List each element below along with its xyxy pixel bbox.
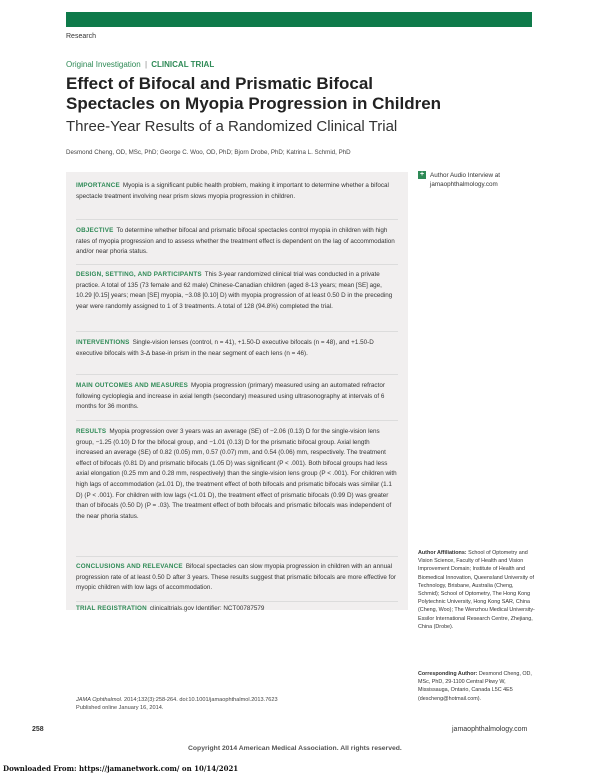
corresponding-heading: Corresponding Author: <box>418 671 478 677</box>
abstract-objective <box>76 226 398 258</box>
objective-text: To determine whether bifocal and prismatic bifocal spectacles control myopia in children with high rates of myopia progression and to assess whether the treatment effect is dependent on the lag of accommodation and/or near phoria status. <box>76 227 395 256</box>
citation-published: Published online January 16, 2014. <box>76 705 164 711</box>
interventions-heading: INTERVENTIONS <box>76 339 130 346</box>
citation-journal: JAMA Ophthalmol. <box>76 697 123 703</box>
author-affiliations <box>418 549 536 631</box>
abstract-box <box>66 172 408 610</box>
abstract-divider <box>76 374 398 375</box>
importance-text: Myopia is a significant public health problem, making it important to determine whether a bifocal spectacle treatment involving near prism slows myopia progression in children. <box>76 182 389 200</box>
registration-heading: TRIAL REGISTRATION <box>76 605 147 612</box>
copyright-notice: Copyright 2014 American Medical Association. All rights reserved. <box>188 745 402 752</box>
abstract-outcomes <box>76 381 398 413</box>
section-label: Research <box>66 33 96 40</box>
abstract-divider <box>76 420 398 421</box>
affiliations-text: School of Optometry and Vision Science, Faculty of Health and Vision Improvement Domain; Institute of Health and Biomedical Innovation, Queensland University of Technology, Brisbane, Australia (Cheng, Schmid); School of Optometry, The Hong Kong Polytechnic University, Hong Kong SAR, China (Cheng, Woo); The Wenzhou Medical University-Essilor International Research Centre, Zhejiang, China (Drobe). <box>418 550 535 630</box>
abstract-divider <box>76 556 398 557</box>
author-list: Desmond Cheng, OD, MSc, PhD; George C. Woo, OD, PhD; Bjorn Drobe, PhD; Katrina L. Schmid, PhD <box>66 149 351 156</box>
plus-icon: + <box>419 171 425 178</box>
affiliations-heading: Author Affiliations: <box>418 550 467 556</box>
journal-url[interactable]: jamaophthalmology.com <box>452 726 528 733</box>
article-type: Original Investigation <box>66 60 141 69</box>
design-text: This 3-year randomized clinical trial was conducted in a private practice. A total of 135 (73 female and 62 male) Chinese-Canadian children (aged 8-13 years; mean [SE] age, 10.29 [0.15] years; mean [SE] myopia, −3.08 [0.10] D) with myopia progression of at least 0.50 D in the preceding year were randomly assigned to 1 of 3 treatments. A total of 128 (94.8%) completed the trial. <box>76 271 393 310</box>
download-stamp: Downloaded From: https://jamanetwork.com/ on 10/14/2021 <box>3 764 239 773</box>
abstract-divider <box>76 601 398 602</box>
conclusions-text: Bifocal spectacles can slow myopia progression in children with an annual progression rate of at least 0.50 D after 3 years. These results suggest that prismatic bifocals are more effective for myopic children with low lags of accommodation. <box>76 563 397 592</box>
outcomes-heading: MAIN OUTCOMES AND MEASURES <box>76 382 189 389</box>
audio-interview-link[interactable] <box>418 171 538 188</box>
abstract-divider <box>76 331 398 332</box>
audio-interview-text: Author Audio Interview at jamaophthalmology.com <box>430 172 501 188</box>
abstract-interventions <box>76 338 398 359</box>
kicker-separator: | <box>144 60 148 69</box>
interventions-text: Single-vision lenses (control, n = 41), +1.50-D executive bifocals (n = 48), and +1.50-D executive bifocals with 3-Δ base-in prism in the near segment of each lens (n = 46). <box>76 339 374 357</box>
page-number: 258 <box>32 726 44 733</box>
objective-heading: OBJECTIVE <box>76 227 114 234</box>
abstract-conclusions <box>76 562 398 594</box>
abstract-importance <box>76 181 398 202</box>
results-heading: RESULTS <box>76 428 107 435</box>
outcomes-text: Myopia progression (primary) measured using an automated refractor following cycloplegia and increase in axial length (secondary) measured using ultrasonography at intervals of 6 months for 36 months. <box>76 382 385 411</box>
results-text: Myopia progression over 3 years was an average (SE) of −2.06 (0.13) D for the single-vision lens group, −1.25 (0.10) D for the bifocal group, and −1.01 (0.13) D for the prismatic bifocal group. Axial length increased an average (SE) of 0.82 (0.05) mm, 0.57 (0.07) mm, and 0.54 (0.06) mm, respectively. The treatment effect of bifocals (0.81 D) and prismatic bifocals (1.05 D) was significant (P < .001). Both bifocal groups had less axial elongation (0.25 mm and 0.28 mm, respectively) than the single-vision lens group (P < .001). For children with high lags of accommodation (≥1.01 D), the treatment effect of both bifocals and prismatic bifocals was similar (1.1 D) (P < .001). For children with low lags (<1.01 D), the treatment effect of prismatic bifocals (0.99 D) was greater than of bifocals (0.50 D) (P = .03). The treatment effect of both bifocals and prismatic bifocals was independent of the near phoria status. <box>76 428 397 520</box>
article-kicker <box>66 60 214 69</box>
article-subtitle: Three-Year Results of a Randomized Clinical Trial <box>66 118 398 135</box>
importance-heading: IMPORTANCE <box>76 182 120 189</box>
conclusions-heading: CONCLUSIONS AND RELEVANCE <box>76 563 183 570</box>
corresponding-author <box>418 670 536 703</box>
abstract-results <box>76 427 398 522</box>
abstract-divider <box>76 219 398 220</box>
citation-ref: 2014;132(3):258-264. doi:10.1001/jamaophthalmol.2013.7623 <box>124 697 278 703</box>
abstract-divider <box>76 264 398 265</box>
article-category: CLINICAL TRIAL <box>151 60 215 69</box>
corresponding-text: Desmond Cheng, OD, MSc, PhD, 29-1100 Central Pkwy W, Mississauga, Ontario, Canada L5C 4E5 (descheng@hotmail.com). <box>418 671 532 702</box>
registration-text: clinicaltrials.gov Identifier: NCT00787579 <box>149 605 265 612</box>
article-title: Effect of Bifocal and Prismatic Bifocal Spectacles on Myopia Progression in Children <box>66 74 442 113</box>
abstract-design <box>76 270 398 312</box>
journal-top-bar <box>66 12 532 27</box>
citation-block <box>76 696 376 712</box>
abstract-registration <box>76 604 398 615</box>
design-heading: DESIGN, SETTING, AND PARTICIPANTS <box>76 271 202 278</box>
